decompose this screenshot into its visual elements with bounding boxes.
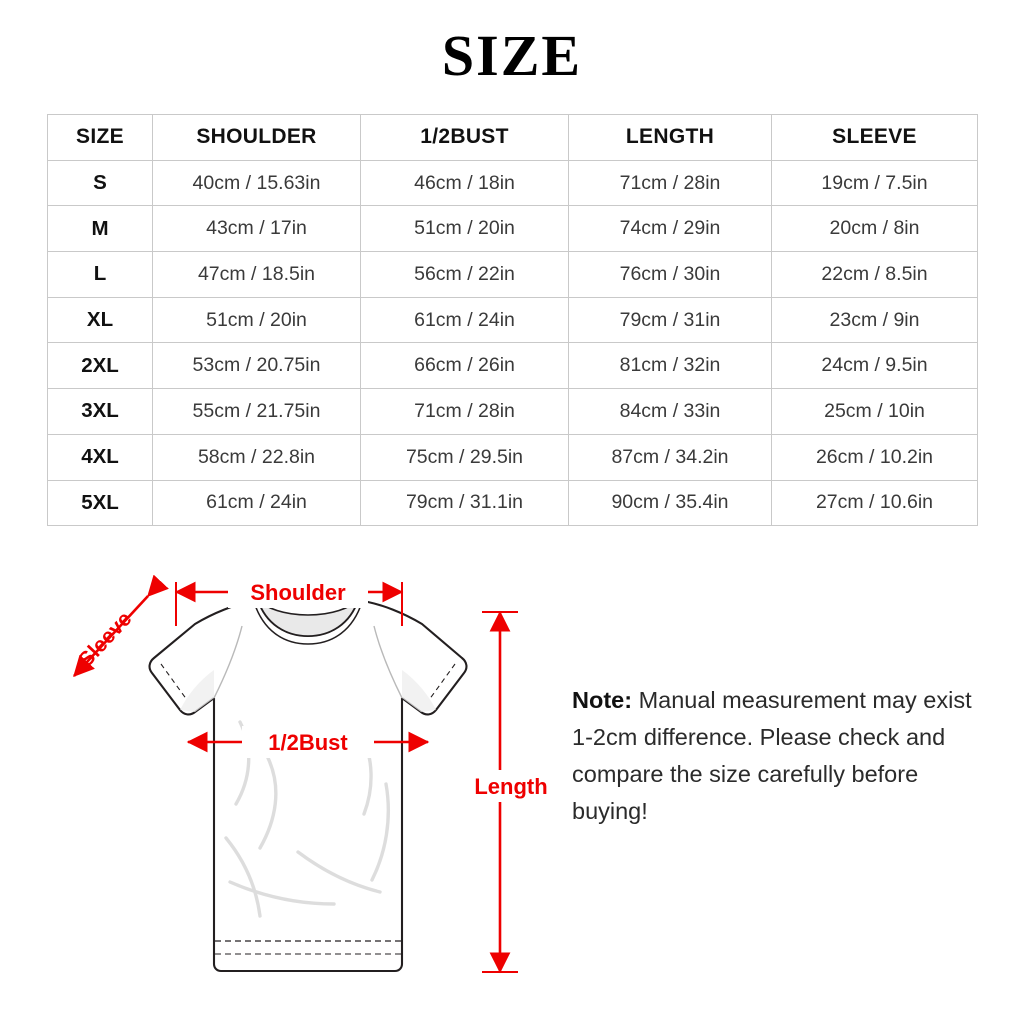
note-text: Manual measurement may exist 1-2cm difference. Please check and compare the size carefully before buying! bbox=[572, 687, 972, 825]
cell-size: L bbox=[48, 252, 153, 298]
cell-length: 84cm / 33in bbox=[569, 389, 772, 435]
cell-size: 2XL bbox=[48, 343, 153, 389]
table-row bbox=[48, 252, 978, 298]
table-row bbox=[48, 480, 978, 526]
column-header-sleeve: SLEEVE bbox=[772, 115, 978, 161]
cell-bust: 79cm / 31.1in bbox=[361, 480, 569, 526]
cell-shoulder: 51cm / 20in bbox=[153, 297, 361, 343]
cell-bust: 51cm / 20in bbox=[361, 206, 569, 252]
table-row bbox=[48, 343, 978, 389]
table-header-row bbox=[48, 115, 978, 161]
cell-bust: 66cm / 26in bbox=[361, 343, 569, 389]
cell-bust: 46cm / 18in bbox=[361, 160, 569, 206]
cell-sleeve: 25cm / 10in bbox=[772, 389, 978, 435]
table-row bbox=[48, 389, 978, 435]
table-row bbox=[48, 434, 978, 480]
note-block bbox=[572, 682, 992, 831]
page-title: SIZE bbox=[441, 23, 583, 88]
cell-length: 81cm / 32in bbox=[569, 343, 772, 389]
cell-shoulder: 43cm / 17in bbox=[153, 206, 361, 252]
cell-bust: 61cm / 24in bbox=[361, 297, 569, 343]
cell-sleeve: 19cm / 7.5in bbox=[772, 160, 978, 206]
cell-size: 5XL bbox=[48, 480, 153, 526]
column-header-bust: 1/2BUST bbox=[361, 115, 569, 161]
cell-shoulder: 40cm / 15.63in bbox=[153, 160, 361, 206]
cell-sleeve: 23cm / 9in bbox=[772, 297, 978, 343]
cell-sleeve: 27cm / 10.6in bbox=[772, 480, 978, 526]
tshirt-illustration bbox=[150, 600, 467, 971]
label-bust: 1/2Bust bbox=[268, 730, 348, 755]
cell-shoulder: 58cm / 22.8in bbox=[153, 434, 361, 480]
cell-shoulder: 53cm / 20.75in bbox=[153, 343, 361, 389]
table-row bbox=[48, 206, 978, 252]
cell-size: XL bbox=[48, 297, 153, 343]
cell-size: M bbox=[48, 206, 153, 252]
cell-bust: 56cm / 22in bbox=[361, 252, 569, 298]
cell-length: 79cm / 31in bbox=[569, 297, 772, 343]
measure-sleeve bbox=[74, 596, 148, 676]
note-label: Note: bbox=[572, 687, 633, 713]
column-header-shoulder: SHOULDER bbox=[153, 115, 361, 161]
table-header bbox=[48, 115, 978, 161]
cell-size: 4XL bbox=[48, 434, 153, 480]
cell-bust: 71cm / 28in bbox=[361, 389, 569, 435]
cell-sleeve: 22cm / 8.5in bbox=[772, 252, 978, 298]
table-row bbox=[48, 160, 978, 206]
cell-sleeve: 24cm / 9.5in bbox=[772, 343, 978, 389]
table-row bbox=[48, 297, 978, 343]
cell-length: 76cm / 30in bbox=[569, 252, 772, 298]
column-header-length: LENGTH bbox=[569, 115, 772, 161]
label-length: Length bbox=[474, 774, 548, 799]
cell-size: 3XL bbox=[48, 389, 153, 435]
cell-length: 71cm / 28in bbox=[569, 160, 772, 206]
cell-sleeve: 26cm / 10.2in bbox=[772, 434, 978, 480]
cell-length: 90cm / 35.4in bbox=[569, 480, 772, 526]
cell-bust: 75cm / 29.5in bbox=[361, 434, 569, 480]
measure-length bbox=[464, 612, 558, 972]
label-shoulder: Shoulder bbox=[250, 580, 346, 605]
cell-size: S bbox=[48, 160, 153, 206]
label-sleeve: Sleeve bbox=[74, 607, 137, 672]
size-table bbox=[47, 114, 978, 526]
column-header-size: SIZE bbox=[48, 115, 153, 161]
tshirt-measurement-diagram bbox=[30, 552, 570, 1022]
cell-shoulder: 47cm / 18.5in bbox=[153, 252, 361, 298]
cell-length: 74cm / 29in bbox=[569, 206, 772, 252]
cell-shoulder: 61cm / 24in bbox=[153, 480, 361, 526]
cell-sleeve: 20cm / 8in bbox=[772, 206, 978, 252]
table-body bbox=[48, 160, 978, 526]
cell-shoulder: 55cm / 21.75in bbox=[153, 389, 361, 435]
cell-length: 87cm / 34.2in bbox=[569, 434, 772, 480]
